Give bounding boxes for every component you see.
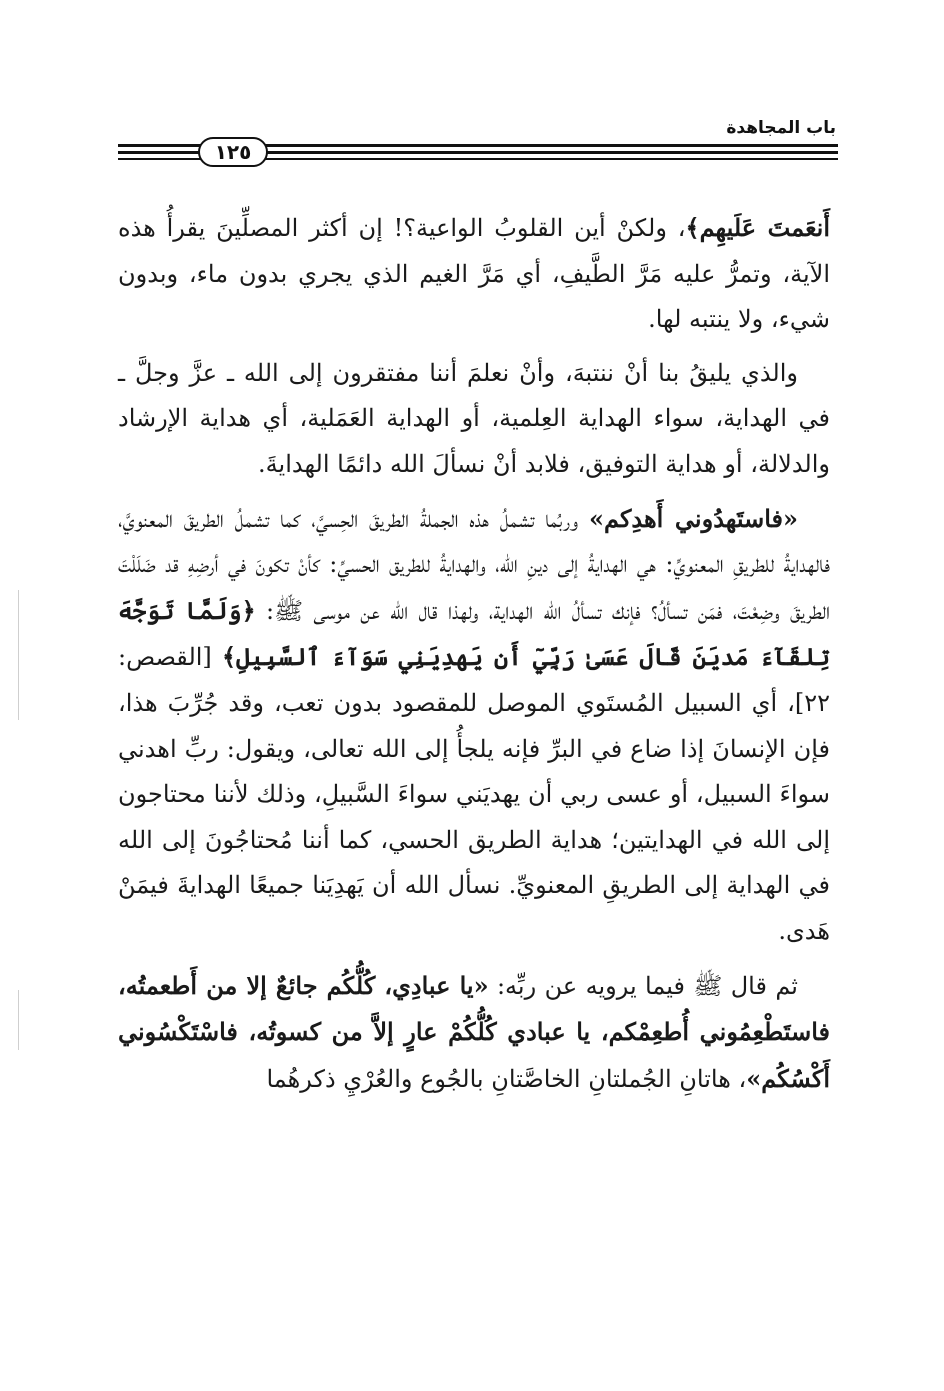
text-segment: والذي يليقُ بنا أنْ ننتبهَ، وأنْ نعلمَ أننا مفتقرون إلى الله ـ عزَّ وجلَّ ـ في الهداية، سواء الهداية العِلمية، أو الهداية العَمَلية، أي هداية الإرشاد والدلالة، أو هداية التوفيق، فلابد أنْ نسألَ الله دائمًا الهدايةَ. xyxy=(118,358,830,478)
running-title: باب المجاهدة xyxy=(726,118,836,138)
paragraph xyxy=(118,205,830,343)
page-number: ١٢٥ xyxy=(198,137,268,167)
paragraph xyxy=(118,963,830,1103)
quran-verse: أَنعَمتَ عَلَيهِم﴾ xyxy=(685,213,831,242)
text-segment: وربُما تشملُ هذه الجملةُ الطريقَ الحِسيَّ، كما تشملُ الطريقَ المعنويَّ، فالهدايةُ للطريقِ المعنويِّ: هي الهدايةُ إلى دينِ الله، والهدايةُ للطريق الحسيِّ: كأنْ تكونَ في أرضِهِ قد ضَلَلْتَ الطريقَ وضِعْتَ، فمَن تسألُ؟ فإنك تسألُ الله الهداية، ولهذا قال الله عن موسى ﷺ: xyxy=(118,504,831,625)
hadith-quote: «فاستَهدُوني أَهدِكم» xyxy=(589,503,798,533)
quran-verse: ﴿وَلَمَّا تَوَجَّهَ تِلقَآءَ مَديَنَ قَالَ عَسَىٰ رَبِّيٓ أَن يَهدِيَنِي سَوَآءَ ٱلسَّبِيلِ﴾ xyxy=(118,595,831,672)
hadith-quote: «يا عبادِي، كُلُّكُم جائعٌ إلا من أَطعمتُه، فاستَطْعِمُوني أُطعِمْكم، يا عبادي كُلُّكُمْ عارٍ إلاَّ من كسوتُه، فاسْتَكْسُوني أَكْسُكُم» xyxy=(118,970,830,1093)
text-segment: ، ولكنْ أين القلوبُ الواعية؟! إن أكثر المصلِّينَ يقرأُ هذه الآية، وتمرُّ عليه مَرَّ الطَّيفِ، أي مَرَّ الغيم الذي يجري بدون ماء، وبدون شيء، ولا ينتبه لها. xyxy=(118,214,830,334)
text-segment: ثم قال ﷺ فيما يرويه عن ربِّه: xyxy=(488,971,798,1000)
text-segment: [القصص: ٢٢]، أي السبيل المُستَوي الموصل للمقصود بدون تعب، وقد جُرِّبَ هذا، فإن الإنسانَ إذا ضاع في البرِّ فإنه يلجأُ إلى الله تعالى، ويقول: ربِّ اهدني سواءَ السبيل، أو عسى ربي أن يهديَني سواءَ السَّبيلِ، وذلك لأننا محتاجون إلى الله في الهدايتين؛ هداية الطريق الحسي، كما أننا مُحتاجُونَ إلى الله في الهداية إلى الطريقِ المعنويِّ. نسأل الله أن يَهدِيَنا جميعًا الهدايةَ فيمَنْ هَدى. xyxy=(118,643,830,945)
body-text xyxy=(118,205,830,1110)
text-segment: ، هاتانِ الجُملتانِ الخاصَّتانِ بالجُوع والعُرْيِ ذكرهُما xyxy=(266,1064,747,1093)
paragraph xyxy=(118,496,830,955)
paragraph xyxy=(118,351,830,488)
scan-margin-line xyxy=(18,990,19,1050)
scan-margin-line xyxy=(18,590,19,720)
